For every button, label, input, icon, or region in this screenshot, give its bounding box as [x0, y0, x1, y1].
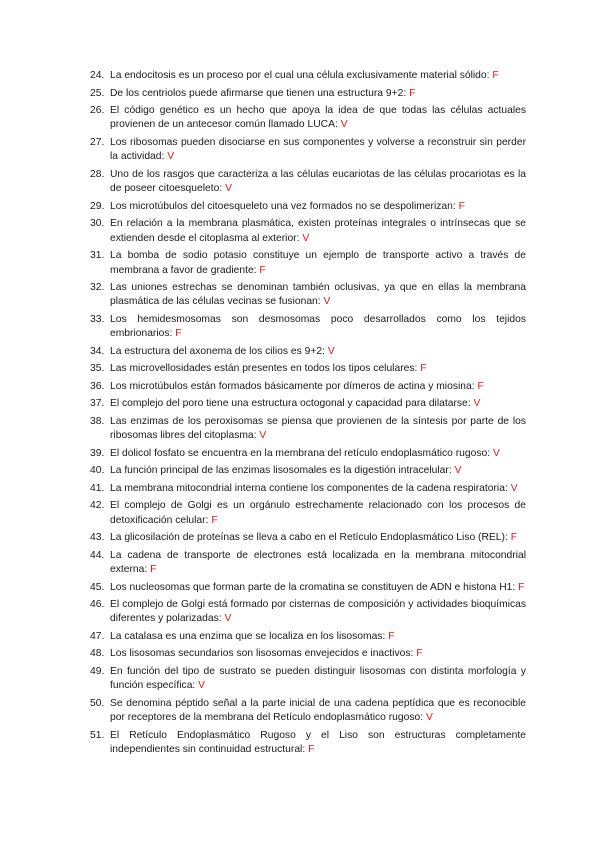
list-item	[90, 549, 526, 578]
item-statement	[110, 362, 526, 376]
list-item	[90, 136, 526, 165]
statement-text: El código genético es un hecho que apoya la idea de que todas las células actuales provienen de un antecesor común llamado LUCA:	[110, 105, 526, 131]
answer-mark: V	[510, 482, 518, 494]
item-statement	[110, 200, 526, 214]
statement-text: La estructura del axonema de los cilios es 9+2:	[110, 345, 325, 357]
item-number: 26.	[90, 105, 105, 116]
item-statement	[110, 647, 526, 661]
list-item	[90, 362, 526, 376]
item-number: 29.	[90, 200, 105, 212]
list-item	[90, 464, 526, 478]
statement-text: En relación a la membrana plasmática, existen proteínas integrales o intrínsecas que se extienden desde el citoplasma al exterior:	[110, 218, 526, 244]
item-statement	[110, 482, 526, 496]
list-item	[90, 249, 526, 278]
answer-mark: F	[308, 744, 315, 756]
answer-mark: V	[473, 398, 481, 410]
answer-mark: V	[327, 345, 335, 357]
statement-text: Los lisosomas secundarios son lisosomas envejecidos e inactivos:	[110, 648, 414, 660]
item-number: 47.	[90, 630, 105, 642]
item-statement	[110, 104, 526, 133]
answer-mark: V	[323, 296, 331, 308]
statement-text: El complejo de Golgi está formado por cisternas de composición y actividades bioquímicas diferentes y polarizadas:	[110, 599, 526, 625]
answer-mark: F	[518, 581, 525, 593]
answer-mark: F	[510, 532, 517, 544]
item-number: 27.	[90, 136, 105, 148]
statement-text: La glicosilación de proteínas se lleva a cabo en el Retículo Endoplasmático Liso (REL):	[110, 532, 508, 544]
item-statement	[110, 665, 526, 694]
answer-mark: V	[198, 680, 206, 692]
item-statement	[110, 345, 526, 359]
list-item	[90, 168, 526, 197]
item-statement	[110, 464, 526, 478]
list-item	[90, 217, 526, 246]
statement-text: El complejo de Golgi es un orgánulo estrechamente relacionado con los procesos de detoxificación celular:	[110, 500, 526, 526]
answer-mark: F	[388, 630, 395, 642]
statement-text: El dolicol fosfato se encuentra en la membrana del retículo endoplasmático rugoso:	[110, 447, 491, 459]
item-statement	[110, 729, 526, 758]
list-item	[90, 415, 526, 444]
answer-mark: V	[225, 183, 232, 195]
statement-text: Las uniones estrechas se denominan también oclusivas, ya que en ellas la membrana plasmática de las células vecinas se fusionan:	[110, 282, 526, 308]
item-number: 39.	[90, 447, 105, 459]
item-statement	[110, 397, 526, 411]
list-item	[90, 499, 526, 528]
list-item	[90, 447, 526, 461]
item-number: 45.	[90, 581, 105, 593]
list-item	[90, 729, 526, 758]
list-item	[90, 581, 526, 595]
item-number: 30.	[90, 218, 105, 230]
statement-text: La cadena de transporte de electrones está localizada en la membrana mitocondrial externa:	[110, 549, 526, 576]
list-item	[90, 345, 526, 359]
statement-text: Los microtúbulos del citoesqueleto una vez formados no se despolimerizan:	[110, 200, 456, 212]
item-number: 32.	[90, 282, 105, 294]
item-statement	[110, 549, 526, 578]
list-item	[90, 380, 526, 394]
answer-mark: F	[150, 564, 157, 576]
item-statement	[110, 217, 526, 246]
item-number: 36.	[90, 380, 105, 392]
item-statement	[110, 87, 526, 101]
item-number: 44.	[90, 549, 105, 561]
item-number: 28.	[90, 168, 105, 180]
question-list	[90, 69, 526, 761]
answer-mark: V	[224, 613, 232, 625]
item-statement	[110, 313, 526, 342]
item-statement	[110, 69, 526, 83]
statement-text: La endocitosis es un proceso por el cual una célula exclusivamente material sólido:	[110, 70, 490, 81]
answer-mark: F	[420, 363, 427, 375]
item-number: 49.	[90, 665, 105, 677]
statement-text: Se denomina péptido señal a la parte inicial de una cadena peptídica que es reconocible por receptores de la membrana del Retículo endoplasmático rugoso:	[110, 697, 526, 724]
answer-mark: V	[492, 447, 500, 459]
item-number: 25.	[90, 87, 105, 99]
item-statement	[110, 136, 526, 165]
item-statement	[110, 581, 526, 595]
item-number: 40.	[90, 465, 105, 477]
statement-text: Los microtúbulos están formados básicamente por dímeros de actina y miosina:	[110, 380, 475, 392]
list-item	[90, 531, 526, 545]
statement-text: Los nucleosomas que forman parte de la cromatina se constituyen de ADN e histona H1:	[110, 581, 516, 593]
list-item	[90, 665, 526, 694]
statement-text: Los ribosomas pueden disociarse en sus componentes y volverse a reconstruir sin perder la actividad:	[110, 136, 526, 163]
item-statement	[110, 168, 526, 197]
statement-text: Los hemidesmosomas son desmosomas poco desarrollados como los tejidos embrionarios:	[110, 313, 526, 340]
answer-mark: V	[259, 430, 267, 442]
answer-mark: F	[416, 648, 423, 660]
item-statement	[110, 531, 526, 545]
item-number: 33.	[90, 313, 105, 325]
answer-mark: V	[425, 712, 433, 724]
statement-text: De los centriolos puede afirmarse que tienen una estructura 9+2:	[110, 87, 407, 99]
list-item	[90, 69, 526, 83]
item-number: 31.	[90, 250, 105, 262]
answer-mark: F	[477, 380, 484, 392]
item-number: 35.	[90, 363, 105, 375]
answer-mark: V	[340, 119, 348, 131]
list-item	[90, 87, 526, 101]
list-item	[90, 697, 526, 726]
list-item	[90, 482, 526, 496]
item-statement	[110, 630, 526, 644]
list-item	[90, 630, 526, 644]
statement-text: Uno de los rasgos que caracteriza a las células eucariotas de las células procariotas es la de poseer citoesqueleto:	[110, 168, 526, 195]
item-number: 50.	[90, 697, 105, 709]
list-item	[90, 200, 526, 214]
statement-text: En función del tipo de sustrato se pueden distinguir lisosomas con distinta morfología y función específica:	[110, 665, 526, 692]
item-number: 43.	[90, 532, 105, 544]
statement-text: La bomba de sodio potasio constituye un ejemplo de transporte activo a través de membrana a favor de gradiente:	[110, 250, 526, 276]
item-statement	[110, 499, 526, 528]
item-number: 24.	[90, 70, 105, 81]
item-statement	[110, 380, 526, 394]
answer-mark: F	[211, 514, 218, 526]
item-number: 51.	[90, 729, 105, 741]
list-item	[90, 598, 526, 627]
statement-text: El complejo del poro tiene una estructura octogonal y capacidad para dilatarse:	[110, 398, 471, 410]
item-statement	[110, 697, 526, 726]
answer-mark: F	[175, 328, 182, 340]
answer-mark: V	[302, 232, 310, 244]
item-statement	[110, 249, 526, 278]
item-statement	[110, 447, 526, 461]
list-item	[90, 104, 526, 133]
list-item	[90, 647, 526, 661]
statement-text: La función principal de las enzimas lisosomales es la digestión intracelular:	[110, 465, 452, 477]
statement-text: La membrana mitocondrial interna contiene los componentes de la cadena respiratoria:	[110, 482, 508, 494]
list-item	[90, 281, 526, 310]
answer-mark: F	[259, 264, 266, 276]
answer-mark: F	[458, 200, 465, 212]
item-number: 38.	[90, 415, 105, 427]
answer-mark: V	[167, 151, 175, 163]
item-number: 42.	[90, 500, 105, 512]
answer-mark: F	[492, 70, 499, 81]
answer-mark: F	[409, 87, 416, 99]
list-item	[90, 313, 526, 342]
statement-text: El Retículo Endoplasmático Rugoso y el Liso son estructuras completamente independientes sin continuidad estructural:	[110, 729, 526, 756]
item-statement	[110, 598, 526, 627]
item-number: 48.	[90, 648, 105, 660]
statement-text: Las enzimas de los peroxisomas se piensa que provienen de la síntesis por parte de los ribosomas libres del citoplasma:	[110, 415, 526, 442]
item-statement	[110, 415, 526, 444]
statement-text: La catalasa es una enzima que se localiza en los lisosomas:	[110, 630, 386, 642]
item-number: 46.	[90, 599, 105, 611]
list-item	[90, 397, 526, 411]
statement-text: Las microvellosidades están presentes en todos los tipos celulares:	[110, 363, 418, 375]
item-number: 37.	[90, 398, 105, 410]
answer-mark: V	[454, 465, 462, 477]
item-number: 34.	[90, 345, 105, 357]
item-number: 41.	[90, 482, 105, 494]
item-statement	[110, 281, 526, 310]
